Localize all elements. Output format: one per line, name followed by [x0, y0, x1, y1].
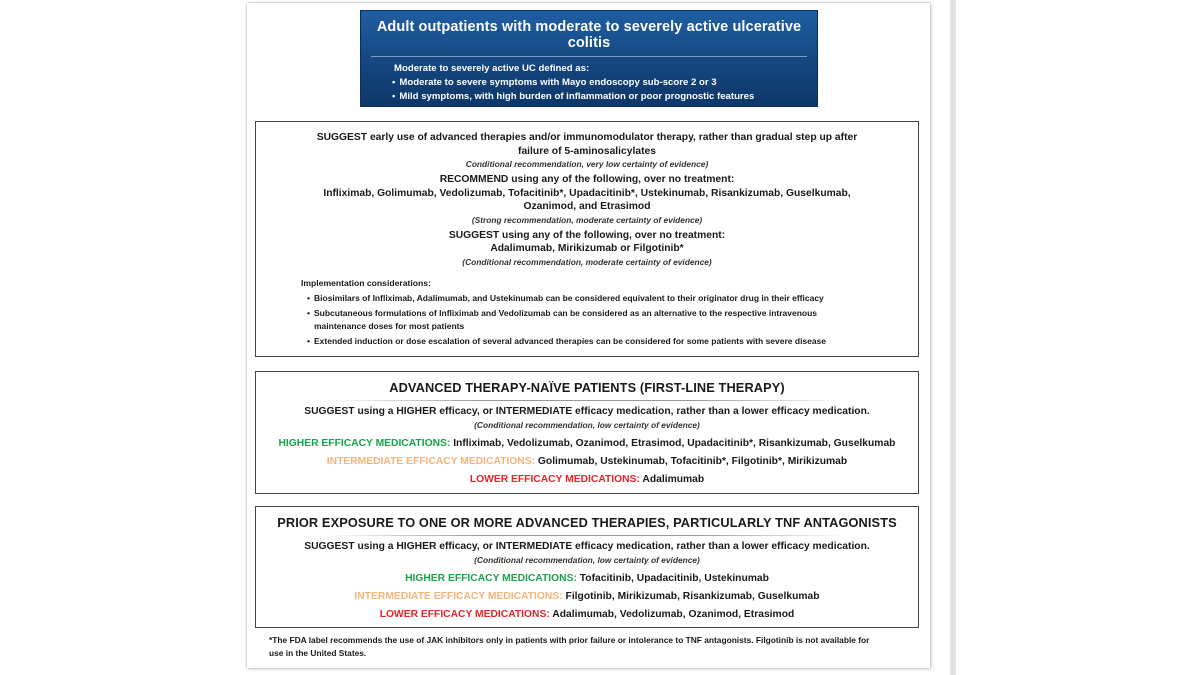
implementation-heading: Implementation considerations:: [301, 277, 431, 288]
rec-suggest-line2: Adalimumab, Mirikizumab or Filgotinib*: [490, 243, 684, 254]
rec-early-line1: SUGGEST early use of advanced therapies and/or immunomodulator therapy, rather than gradual step up after: [316, 132, 858, 143]
naive-evidence: (Conditional recommendation, low certainty of evidence): [474, 419, 700, 430]
intermediate-efficacy-label: INTERMEDIATE EFFICACY MEDICATIONS:: [354, 590, 563, 602]
viewer-background-strip: [950, 0, 956, 675]
definition-list: [361, 76, 817, 119]
population-header: [360, 10, 818, 117]
header-divider: [371, 56, 807, 57]
naive-intermediate-row: [256, 453, 918, 471]
implementation-list: [256, 292, 918, 348]
lower-efficacy-meds: Adalimumab, Vedolizumab, Ozanimod, Etrasimod: [552, 608, 795, 620]
lower-efficacy-label: LOWER EFFICACY MEDICATIONS:: [469, 473, 640, 485]
lower-efficacy-meds: Adalimumab: [642, 473, 705, 485]
therapy-naive-box: [255, 371, 919, 494]
naive-lower-row: [256, 471, 918, 489]
naive-section-divider: [326, 400, 848, 401]
intermediate-efficacy-meds: Filgotinib, Mirikizumab, Risankizumab, Guselkumab: [565, 590, 820, 602]
header-definition: Moderate to severely active UC defined as:: [394, 63, 590, 74]
prior-lower-row: [256, 606, 918, 624]
rec-recommend-line1: RECOMMEND using any of the following, over no treatment:: [439, 174, 735, 185]
footnote: [269, 634, 909, 659]
rec-recommend-evidence: (Strong recommendation, moderate certainty of evidence): [471, 214, 703, 225]
rec-recommend-line3: Ozanimod, and Etrasimod: [523, 201, 651, 212]
prior-section-title: PRIOR EXPOSURE TO ONE OR MORE ADVANCED THERAPIES, PARTICULARLY TNF ANTAGONISTS: [277, 515, 897, 530]
prior-higher-row: [256, 570, 918, 588]
implementation-item: • Biosimilars of Infliximab, Adalimumab, and Ustekinumab can be considered equivalent to their originator drug in their efficacy: [314, 292, 904, 305]
prior-section-divider: [326, 535, 848, 536]
intermediate-efficacy-label: INTERMEDIATE EFFICACY MEDICATIONS:: [326, 455, 536, 467]
rec-early-evidence: Conditional recommendation, very low certainty of evidence): [465, 159, 709, 169]
definition-item: • Moderate to severe symptoms with Mayo endoscopy sub-score 2 or 3: [392, 76, 817, 90]
lower-efficacy-label: LOWER EFFICACY MEDICATIONS:: [379, 608, 550, 620]
rec-early-line2: failure of 5-aminosalicylates: [518, 145, 656, 157]
implementation-item: • Extended induction or dose escalation of several advanced therapies can be considered for some patients with severe disease: [314, 335, 904, 348]
footnote-line2: use in the United States.: [269, 647, 367, 658]
definition-item: • Mild symptoms, with high burden of inflammation or poor prognostic features: [392, 90, 817, 104]
prior-exposure-box: [255, 506, 919, 628]
implementation-item-line2: maintenance doses for most patients: [314, 320, 465, 331]
prior-evidence: (Conditional recommendation, low certainty of evidence): [474, 554, 700, 565]
definition-item: • Patients with corticosteroid-dependence, or refractory to oral corticosteroids: [392, 105, 817, 119]
intermediate-efficacy-meds: Golimumab, Ustekinumab, Tofacitinib*, Filgotinib*, Mirikizumab: [537, 455, 848, 467]
higher-efficacy-label: HIGHER EFFICACY MEDICATIONS:: [278, 437, 451, 449]
higher-efficacy-label: HIGHER EFFICACY MEDICATIONS:: [405, 572, 577, 584]
higher-efficacy-meds: Tofacitinib, Upadacitinib, Ustekinumab: [579, 572, 769, 584]
header-title: Adult outpatients with moderate to severely active ulcerative colitis: [376, 19, 802, 51]
naive-section-title: ADVANCED THERAPY-NAÏVE PATIENTS (FIRST-LINE THERAPY): [389, 380, 785, 395]
implementation-item: [314, 307, 904, 332]
prior-intermediate-row: [256, 588, 918, 606]
naive-suggest: SUGGEST using a HIGHER efficacy, or INTERMEDIATE efficacy medication, rather than a lower efficacy medication.: [304, 406, 870, 417]
footnote-line1: *The FDA label recommends the use of JAK inhibitors only in patients with prior failure or intolerance to TNF antagonists. Filgotinib is not available for: [269, 635, 870, 645]
rec-suggest-evidence: (Conditional recommendation, moderate certainty of evidence): [462, 256, 712, 267]
implementation-item-line1: Subcutaneous formulations of Infliximab and Vedolizumab can be considered as an alternative to the respective intravenous: [314, 308, 818, 318]
prior-suggest: SUGGEST using a HIGHER efficacy, or INTERMEDIATE efficacy medication, rather than a lower efficacy medication.: [304, 541, 870, 552]
higher-efficacy-meds: Infliximab, Vedolizumab, Ozanimod, Etrasimod, Upadacitinib*, Risankizumab, Guselkumab: [453, 437, 896, 449]
document-page: [247, 3, 930, 668]
rec-suggest-line1: SUGGEST using any of the following, over no treatment:: [448, 229, 726, 241]
naive-higher-row: [256, 435, 918, 453]
rec-recommend-line2: Infliximab, Golimumab, Vedolizumab, Tofacitinib*, Upadacitinib*, Ustekinumab, Risankizumab, Guselkumab,: [323, 187, 851, 199]
general-recommendations-box: [255, 121, 919, 357]
